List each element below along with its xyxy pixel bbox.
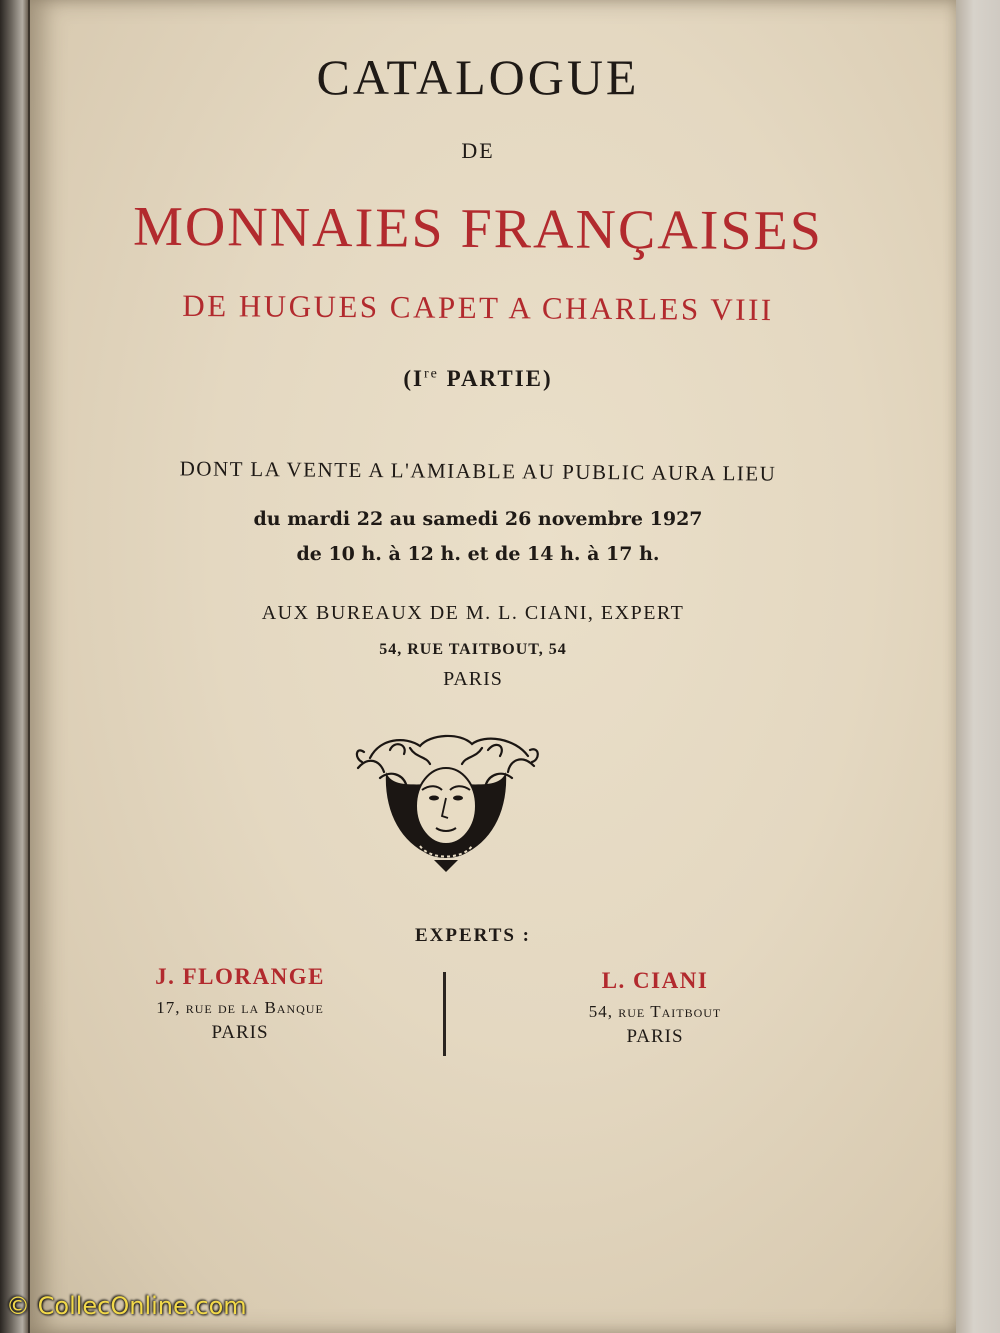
column-divider xyxy=(443,972,446,1056)
street-address: 54, RUE TAITBOUT, 54 xyxy=(379,641,567,658)
expert-left-name: J. FLORANGE xyxy=(155,964,325,989)
title-catalogue: CATALOGUE xyxy=(316,49,640,105)
expert-left-city: PARIS xyxy=(211,1022,269,1043)
expert-right-city: PARIS xyxy=(626,1026,684,1047)
title-de: DE xyxy=(461,138,495,163)
sale-dates: du mardi 22 au samedi 26 novembre 1927 xyxy=(253,508,703,530)
expert-florange xyxy=(120,964,360,1044)
expert-left-address: 17, rue de la Banque xyxy=(156,998,324,1017)
expert-ciani xyxy=(540,968,770,1048)
facing-page-edge xyxy=(956,0,1000,1333)
bureaux-line: AUX BUREAUX DE M. L. CIANI, EXPERT xyxy=(261,602,685,624)
expert-right-address: 54, rue Taitbout xyxy=(588,1002,722,1021)
sale-announcement: DONT LA VENTE A L'AMIABLE AU PUBLIC AURA LIEU xyxy=(179,456,777,486)
partie-open: (I xyxy=(403,366,424,391)
partie-label xyxy=(28,366,928,392)
subtitle: DE HUGUES CAPET A CHARLES VIII xyxy=(182,287,774,328)
expert-right-name: L. CIANI xyxy=(601,968,709,993)
partie-sup: re xyxy=(423,366,439,382)
main-title: MONNAIES FRANÇAISES xyxy=(132,195,824,263)
partie-rest: PARTIE) xyxy=(438,366,553,391)
sale-hours: de 10 h. à 12 h. et de 14 h. à 17 h. xyxy=(296,543,660,565)
book-binding-edge xyxy=(0,0,28,1333)
city-paris: PARIS xyxy=(443,668,503,690)
watermark: © CollecOnline.com xyxy=(6,1292,247,1320)
experts-heading: EXPERTS : xyxy=(414,925,532,946)
medusa-head-vignette xyxy=(350,728,542,874)
